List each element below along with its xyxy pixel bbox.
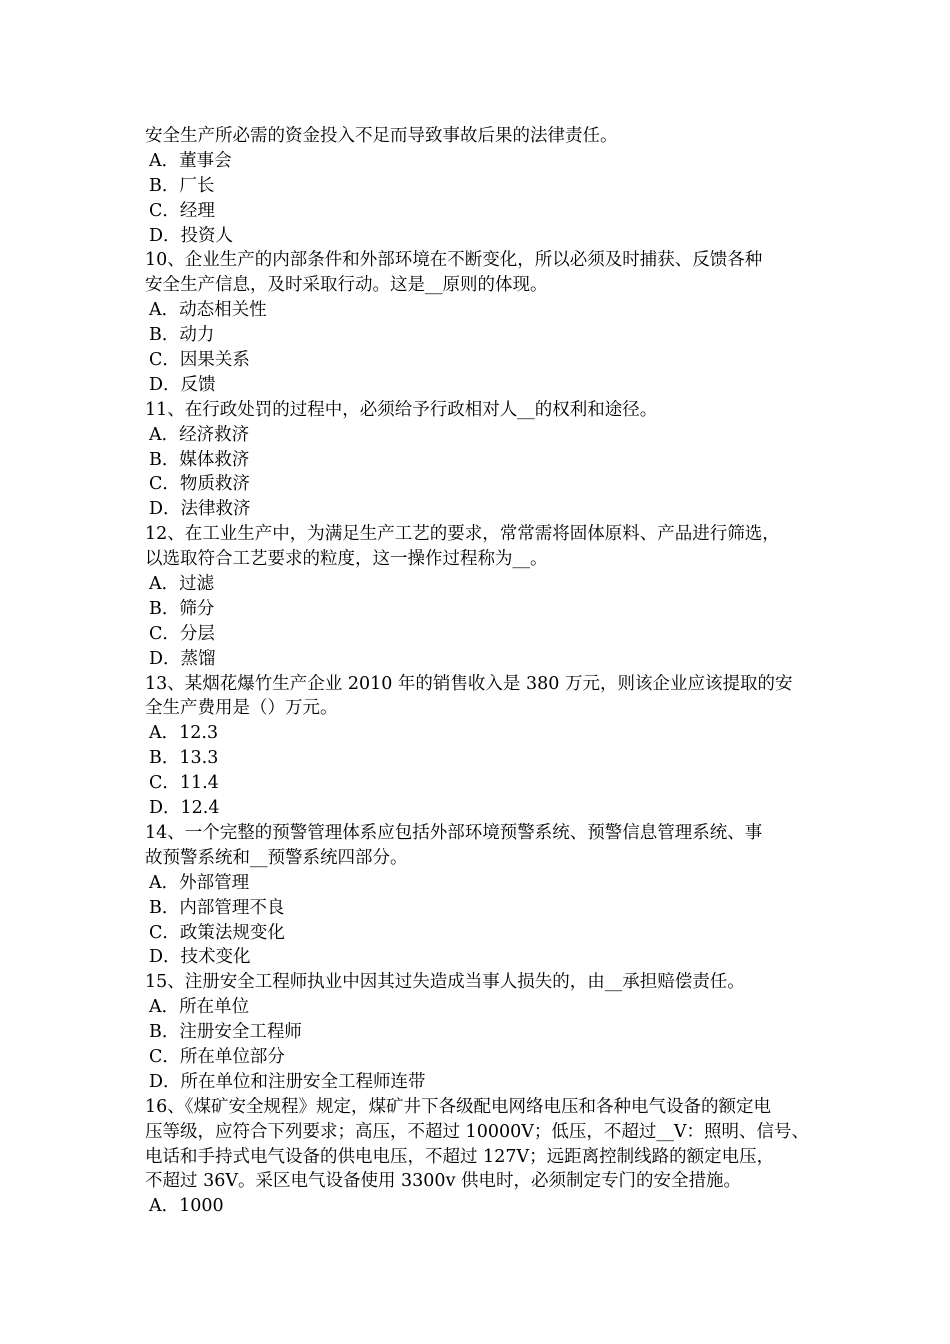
q11-option-d: D．法律救济 xyxy=(149,499,251,520)
q13-option-c: C．11.4 xyxy=(149,773,219,794)
q11-option-b: B．媒体救济 xyxy=(149,449,250,470)
question-12-line-1: 12、在工业生产中，为满足生产工艺的要求，常常需将固体原料、产品进行筛选， xyxy=(145,524,780,545)
question-10-line-2: 安全生产信息，及时采取行动。这是__原则的体现。 xyxy=(145,275,548,296)
question-15: 15、注册安全工程师执业中因其过失造成当事人损失的，由__承担赔偿责任。 xyxy=(145,972,745,993)
q9-option-c: C．经理 xyxy=(149,200,215,221)
question-10-line-1: 10、企业生产的内部条件和外部环境在不断变化，所以必须及时捕获、反馈各种 xyxy=(145,250,763,271)
q13-option-a: A．12.3 xyxy=(149,723,219,744)
q14-option-d: D．技术变化 xyxy=(149,947,251,968)
question-12-line-2: 以选取符合工艺要求的粒度，这一操作过程称为__。 xyxy=(145,549,548,570)
q15-option-a: A．所在单位 xyxy=(149,997,250,1018)
q9-option-d: D．投资人 xyxy=(149,225,234,246)
q12-option-d: D．蒸馏 xyxy=(149,648,216,669)
q14-option-a: A．外部管理 xyxy=(149,872,250,893)
q16-option-a: A．1000 xyxy=(149,1196,224,1217)
q10-option-d: D．反馈 xyxy=(149,374,216,395)
question-16-line-1: 16、《煤矿安全规程》规定，煤矿井下各级配电网络电压和各种电气设备的额定电 xyxy=(145,1096,772,1117)
q15-option-b: B．注册安全工程师 xyxy=(149,1022,302,1043)
q10-option-a: A．动态相关性 xyxy=(149,300,267,321)
q11-option-c: C．物质救济 xyxy=(149,474,250,495)
question-9-text-end: 安全生产所必需的资金投入不足而导致事故后果的法律责任。 xyxy=(145,126,618,146)
q10-option-b: B．动力 xyxy=(149,325,215,346)
question-13-line-2: 全生产费用是（）万元。 xyxy=(145,698,338,719)
q15-option-d: D．所在单位和注册安全工程师连带 xyxy=(149,1071,426,1092)
q13-option-b: B．13.3 xyxy=(149,748,219,769)
q10-option-c: C．因果关系 xyxy=(149,350,250,371)
q12-option-b: B．筛分 xyxy=(149,598,215,619)
q9-option-a: A．董事会 xyxy=(149,150,232,171)
q12-option-c: C．分层 xyxy=(149,623,215,644)
question-14-line-2: 故预警系统和__预警系统四部分。 xyxy=(145,847,408,868)
q12-option-a: A．过滤 xyxy=(149,574,215,595)
document-page xyxy=(145,124,810,1219)
q11-option-a: A．经济救济 xyxy=(149,424,250,445)
q15-option-c: C．所在单位部分 xyxy=(149,1046,285,1067)
question-16-line-3: 电话和手持式电气设备的供电电压，不超过 127V；远距离控制线路的额定电压， xyxy=(145,1146,775,1167)
question-16-line-2: 压等级，应符合下列要求；高压，不超过 10000V；低压，不超过__V：照明、信号、 xyxy=(145,1121,810,1142)
question-14-line-1: 14、一个完整的预警管理体系应包括外部环境预警系统、预警信息管理系统、事 xyxy=(145,822,763,843)
question-13-line-1: 13、某烟花爆竹生产企业 2010 年的销售收入是 380 万元，则该企业应该提取的安 xyxy=(145,673,793,694)
q13-option-d: D．12.4 xyxy=(149,798,220,819)
question-11: 11、在行政处罚的过程中，必须给予行政相对人__的权利和途径。 xyxy=(145,399,658,420)
q14-option-c: C．政策法规变化 xyxy=(149,922,285,943)
q14-option-b: B．内部管理不良 xyxy=(149,897,285,918)
q9-option-b: B．厂长 xyxy=(149,175,215,196)
question-16-line-4: 不超过 36V。采区电气设备使用 3300v 供电时，必须制定专门的安全措施。 xyxy=(145,1171,742,1192)
